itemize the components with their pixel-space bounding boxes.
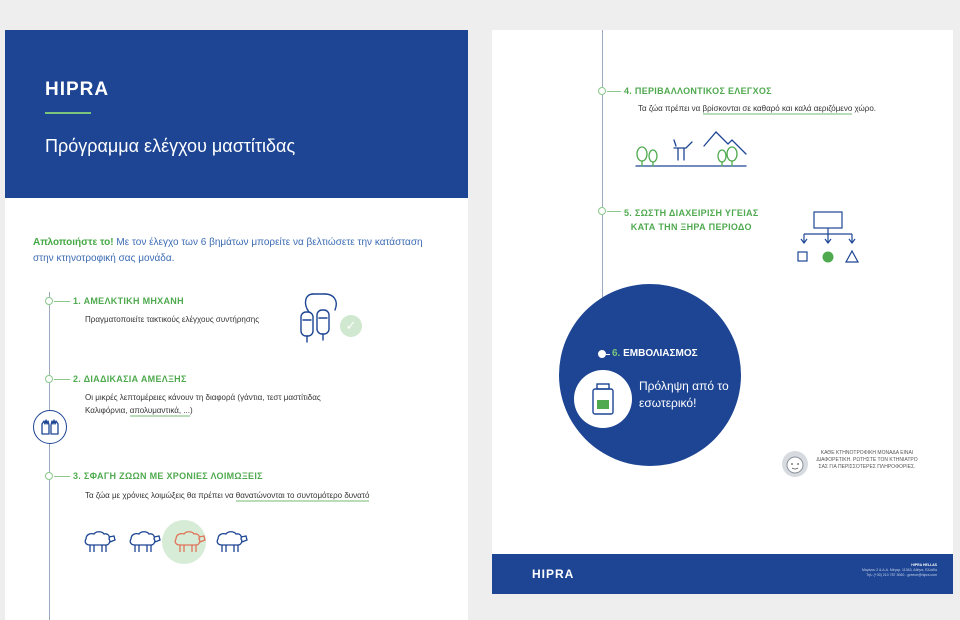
intro-text <box>33 235 443 267</box>
step4-desc-a: Τα ζώα πρέπει να <box>638 104 703 113</box>
page-title: Πρόγραμμα ελέγχου μαστίτιδας <box>45 136 296 156</box>
intro-highlight: Απλοποιήστε το! <box>33 237 114 248</box>
header-banner <box>5 30 468 198</box>
step3-title: 3. ΣΦΑΓΗ ΖΩΩΝ ΜΕ ΧΡΟΝΙΕΣ ΛΟΙΜΩΞΕΙΣ <box>73 471 263 481</box>
step2-dot <box>45 375 53 383</box>
step2-title: 2. ΔΙΑΔΙΚΑΣΙΑ ΑΜΕΛΞΗΣ <box>73 374 187 384</box>
step4-desc <box>638 102 876 115</box>
step4-dot <box>598 87 606 95</box>
step2-desc-line2-underlined: απολυμαντικά, ... <box>129 406 191 415</box>
step6-label: ΕΜΒΟΛΙΑΣΜΟΣ <box>620 348 698 359</box>
step6-dot <box>598 350 606 358</box>
step3-desc-underlined: θανατώνονται το συντομότερο δυνατό <box>235 491 370 500</box>
right-page <box>492 30 953 594</box>
check-icon: ✓ <box>340 315 362 337</box>
footer-hipra-logo: HIPRA <box>532 567 575 581</box>
flowchart-icon <box>796 210 858 266</box>
step2-desc-line1: Οι μικρές λεπτομέρειες κάνουν τη διαφορά (γάντια, τεστ μαστίτιδας <box>85 393 321 402</box>
advice-note: ΚΑΘΕ ΚΤΗΝΟΤΡΟΦΙΚΗ ΜΟΝΑΔΑ ΕΙΝΑΙ ΔΙΑΦΟΡΕΤΙΚΗ. ΡΩΤΗΣΤΕ ΤΟΝ ΚΤΗΝΙΑΤΡΟ ΣΑΣ ΓΙΑ ΠΕΡΙΣΣΟΤΕΡΕΣ ΠΛΗΡΟΦΟΡΙΕΣ. <box>816 450 918 470</box>
footer-contact-info <box>737 563 937 578</box>
step6-connector <box>606 354 610 355</box>
footer-banner <box>492 554 953 594</box>
step2-connector <box>54 379 70 380</box>
step3-connector <box>54 476 70 477</box>
step1-dot <box>45 297 53 305</box>
footer-contact: Τηλ: (+30) 210 787 3060 - greece@hipra.com <box>866 573 937 577</box>
hipra-logo: HIPRA <box>45 79 110 100</box>
step1-title: 1. ΑΜΕΛΚΤΙΚΗ ΜΗΧΑΝΗ <box>73 296 184 306</box>
intro-line1: Με τον έλεγχο των 6 βημάτων μπορείτε να βελτιώσετε την κατάσταση <box>113 237 423 248</box>
step6-subtitle: Πρόληψη από το εσωτερικό! <box>639 379 729 410</box>
step6-number: 6. <box>612 348 621 359</box>
footer-address: Μαρίνου 2 & Δ.Α. Μέγαρ. 11363, Αθήνα, Ελλάδα <box>861 568 937 572</box>
step4-title: 4. ΠΕΡΙΒΑΛΛΟΝΤΙΚΟΣ ΕΛΕΓΧΟΣ <box>624 86 772 96</box>
left-page <box>5 30 468 620</box>
step5-dot <box>598 207 606 215</box>
step2-desc-line2a: Καλιφόρνια, <box>85 406 130 415</box>
face-icon <box>782 451 808 477</box>
step3-desc <box>85 489 369 502</box>
gloves-icon <box>33 410 67 444</box>
milking-machine-icon <box>295 290 345 348</box>
step5-title <box>624 206 759 234</box>
step2-desc <box>85 391 321 417</box>
step2-desc-line2b: ) <box>190 406 193 415</box>
step4-connector <box>607 91 621 92</box>
step4-desc-b: χώρο. <box>852 104 877 113</box>
header-divider <box>45 112 91 114</box>
step1-connector <box>54 301 70 302</box>
intro-line2: στην κτηνοτροφική σας μονάδα. <box>33 253 175 264</box>
sheep-row-icon <box>80 525 250 559</box>
farm-landscape-icon <box>634 126 750 170</box>
step5-connector <box>607 211 621 212</box>
footer-company: HIPRA HELLAS <box>911 563 937 567</box>
step5-title-line1: 5. ΣΩΣΤΗ ΔΙΑΧΕΙΡΙΣΗ ΥΓΕΙΑΣ <box>624 208 759 218</box>
vaccine-vial-icon <box>574 370 632 428</box>
step3-dot <box>45 472 53 480</box>
step3-desc-a: Τα ζώα με χρόνιες λοιμώξεις θα πρέπει να <box>85 491 236 500</box>
step6-title <box>612 348 698 359</box>
step4-desc-underlined: βρίσκονται σε καθαρό και καλά αεριζόμενο <box>702 104 853 113</box>
step1-desc: Πραγματοποιείτε τακτικούς ελέγχους συντήρησης <box>85 315 260 324</box>
step5-title-line2: ΚΑΤΑ ΤΗΝ ΞΗΡΑ ΠΕΡΙΟΔΟ <box>630 222 752 232</box>
timeline-line <box>49 292 50 620</box>
